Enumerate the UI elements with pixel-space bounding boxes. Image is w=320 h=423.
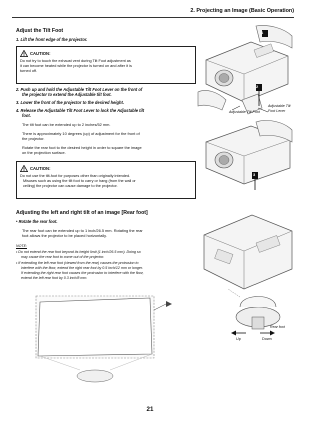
label-up: Up xyxy=(236,337,241,341)
warning-icon xyxy=(20,165,28,172)
rear-foot-bullet: • Rotate the rear foot. xyxy=(16,219,58,224)
step-4-cont: foot. xyxy=(22,113,31,118)
step-3: 3. Lower the front of the projector to the desired height. xyxy=(16,100,125,105)
body-text: There is approximately 10 degrees (up) of adjustment for the front of xyxy=(22,131,140,136)
step-2-cont: the projector to extend the Adjustable tilt foot. xyxy=(22,92,112,97)
page-number: 21 xyxy=(146,406,154,413)
note-line: If extending the right rear foot causes the protrusion to interfere with the floor, xyxy=(21,271,144,275)
body-text: The tilt foot can be extended up to 2 inches/52 mm. xyxy=(22,122,111,127)
body-text: Rotate the rear foot to the desired height in order to square the image xyxy=(22,145,142,150)
label-lever-2: Foot Lever xyxy=(268,109,286,113)
body-text: foot allows the projector to be placed horizontally. xyxy=(22,233,107,238)
body-text: on the projection surface. xyxy=(22,150,66,155)
body-text: the projector. xyxy=(22,136,45,141)
step-1: 1. Lift the front edge of the projector. xyxy=(16,37,88,42)
caution-title: CAUTION: xyxy=(30,166,51,171)
marker-2: 2 xyxy=(256,84,259,89)
header-divider xyxy=(12,17,294,18)
caution-box-1 xyxy=(16,46,196,84)
rear-foot-heading: Adjusting the left and right tilt of an image [Rear foot] xyxy=(16,210,148,216)
note-line: may cause the rear foot to come out of the projector. xyxy=(21,255,105,259)
caution-text-line: turned off. xyxy=(20,69,38,73)
caution-text-line: ceiling) the projector can cause damage to the projector. xyxy=(23,184,118,188)
caution-text-line: it can become heated while the projector is turned on and after it is xyxy=(20,64,132,68)
screen-tilt-illustration xyxy=(26,290,176,390)
label-lever-1: Adjustable Tilt xyxy=(268,104,291,108)
caution-text-line: Misuses such as using the tilt foot to carry or hang (from the wall or xyxy=(23,179,136,183)
label-rear-foot: Rear foot xyxy=(270,325,285,329)
rear-foot-illustration xyxy=(200,205,296,353)
note-line: extend the left rear foot by 0.3 inch/8 mm. xyxy=(21,276,88,280)
note-line: • Do not extend the rear foot beyond its height limit (1 inch/26.5 mm). Doing so xyxy=(16,250,141,254)
caution-text-line: Do not try to touch the exhaust vent during Tilt Foot adjustment as xyxy=(20,59,131,63)
marker-3: 3 xyxy=(253,172,256,177)
note-title: NOTE: xyxy=(16,244,27,248)
tilt-foot-heading: Adjust the Tilt Foot xyxy=(16,28,64,34)
section-header: 2. Projecting an Image (Basic Operation) xyxy=(190,8,294,14)
step-4: 4. Release the Adjustable Tilt Foot Lever to lock the Adjustable tilt xyxy=(16,108,145,113)
body-text: The rear foot can be extended up to 1 inch/26.5 mm. Rotating the rear xyxy=(22,228,143,233)
label-down: Down xyxy=(262,337,272,341)
warning-icon xyxy=(20,50,28,57)
note-line: • If extending the left rear foot (viewed from the rear) causes the protrusion to xyxy=(16,261,139,265)
caution-text-line: Do not use the tilt-foot for purposes other than originally intended. xyxy=(20,174,131,178)
step-2: 2. Push up and hold the Adjustable Tilt Foot Lever on the front of xyxy=(16,87,143,92)
note-line: interfere with the floor, extend the right rear foot by 0.5 inch/12 mm or longer. xyxy=(21,266,143,270)
marker-1: 1 xyxy=(261,30,264,35)
caution-title: CAUTION: xyxy=(30,51,51,56)
label-tilt-foot: Adjustable Tilt Foot xyxy=(229,110,260,114)
caution-box-2 xyxy=(16,161,196,199)
